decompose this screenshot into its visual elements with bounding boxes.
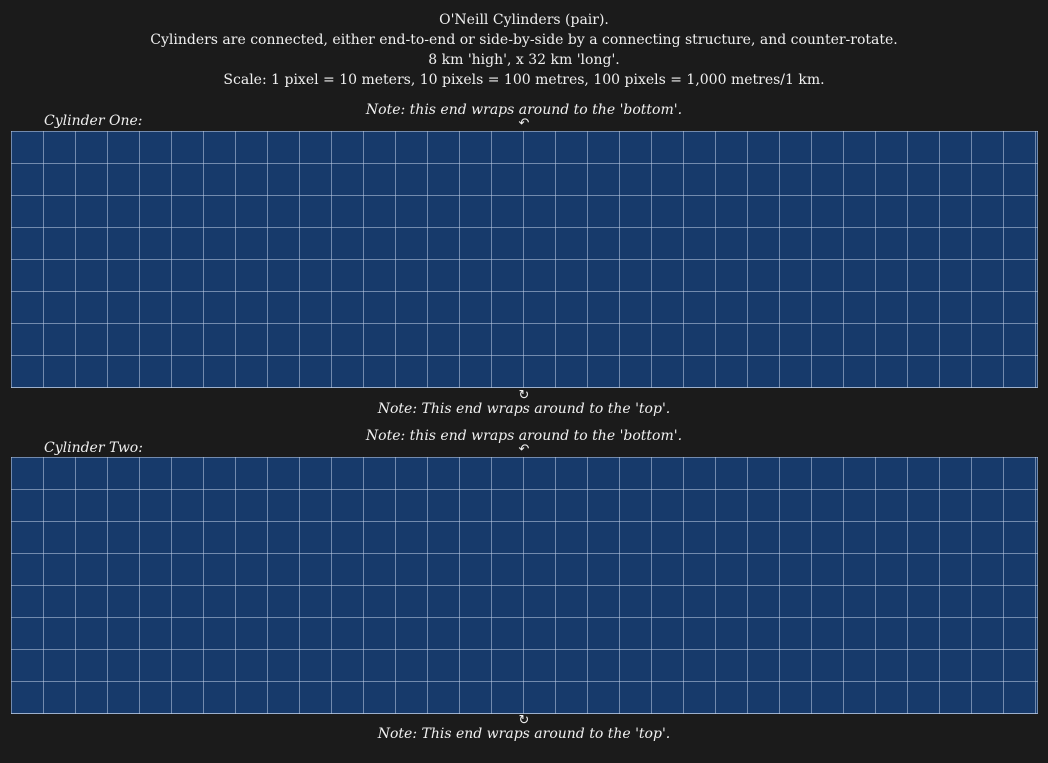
cylinder-two-top-note: Note: this end wraps around to the 'bottom'. <box>365 428 683 444</box>
wrap-arrow-down-icon: ↻ <box>518 713 530 728</box>
wrap-arrow-up-icon: ↶ <box>518 116 530 131</box>
diagram-title: O'Neill Cylinders (pair). <box>439 12 609 28</box>
cylinder-one-bottom-note: Note: This end wraps around to the 'top'. <box>377 401 671 417</box>
dimensions-line: 8 km 'high', x 32 km 'long'. <box>428 52 620 68</box>
wrap-arrow-down-icon: ↻ <box>518 388 530 403</box>
cylinder-two-label: Cylinder Two: <box>44 440 143 456</box>
diagram-header <box>0 10 1048 90</box>
cylinder-one-label: Cylinder One: <box>44 113 143 129</box>
wrap-arrow-up-icon: ↶ <box>518 442 530 457</box>
cylinder-one-top-note: Note: this end wraps around to the 'bottom'. <box>365 102 683 118</box>
cylinder-one-grid <box>11 131 1038 388</box>
cylinder-two-bottom-note: Note: This end wraps around to the 'top'. <box>377 726 671 742</box>
description-line: Cylinders are connected, either end-to-end or side-by-side by a connecting structure, and counter-rotate. <box>150 32 898 48</box>
cylinder-two-grid <box>11 457 1038 714</box>
scale-line: Scale: 1 pixel = 10 meters, 10 pixels = 100 metres, 100 pixels = 1,000 metres/1 km. <box>223 72 825 88</box>
